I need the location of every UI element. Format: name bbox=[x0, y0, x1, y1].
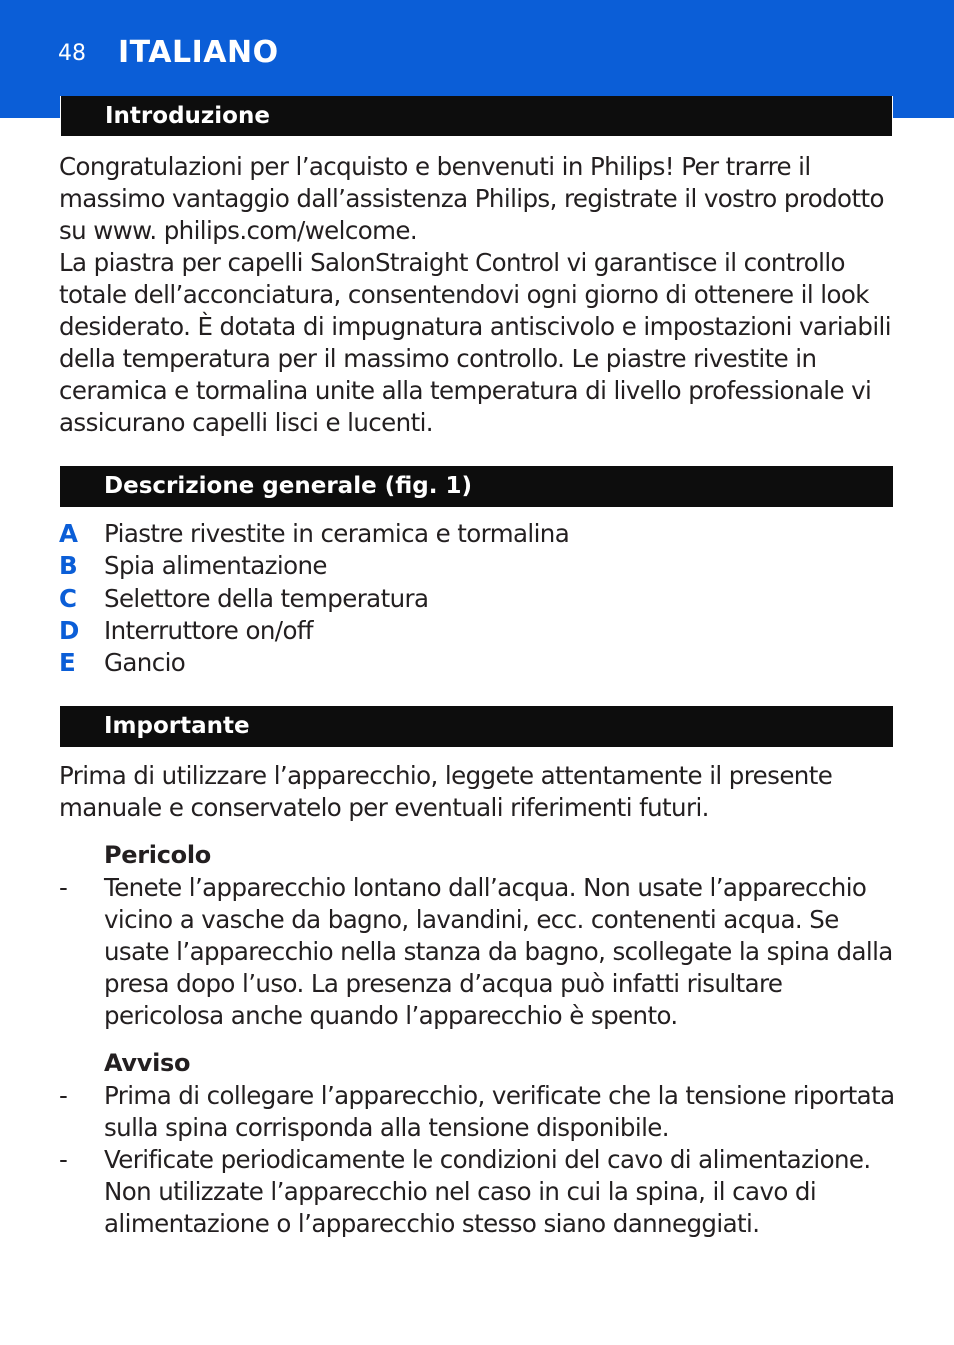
danger-item bbox=[59, 872, 895, 1032]
intro-paragraph-1: Congratulazioni per l’acquisto e benvenuti in Philips! Per trarre il massimo vantaggio dall’assistenza Philips, registrate il vostro prodotto su www. philips.com/welcome. bbox=[59, 152, 884, 245]
part-label: Spia alimentazione bbox=[104, 551, 327, 581]
part-letter: B bbox=[59, 551, 78, 581]
section-title: Importante bbox=[104, 713, 250, 739]
warning-item bbox=[59, 1080, 895, 1144]
section-title: Descrizione generale (fig. 1) bbox=[104, 473, 472, 499]
danger-item-text: Tenete l’apparecchio lontano dall’acqua. Non usate l’apparecchio vicino a vasche da bagno, lavandini, ecc. contenenti acqua. Se usate l’apparecchio nella stanza da bagno, scollegate la spina dalla presa dopo l’uso. La presenza d’acqua può infatti risultare pericolosa anche quando l’apparecchio è spento. bbox=[104, 873, 893, 1030]
part-label: Interruttore on/off bbox=[104, 615, 313, 645]
part-letter: A bbox=[59, 519, 78, 548]
list-item bbox=[59, 615, 569, 647]
bullet-dash: - bbox=[59, 1145, 68, 1174]
warning-item-text: Prima di collegare l’apparecchio, verificate che la tensione riportata sulla spina corrisponda alla tensione disponibile. bbox=[104, 1081, 895, 1142]
list-item bbox=[59, 518, 569, 550]
important-intro: Prima di utilizzare l’apparecchio, leggete attentamente il presente manuale e conservatelo per eventuali riferimenti futuri. bbox=[59, 761, 833, 822]
list-item bbox=[59, 583, 569, 615]
intro-paragraph-2: La piastra per capelli SalonStraight Control vi garantisce il controllo totale dell’acconciatura, consentendovi ogni giorno di ottenere il look desiderato. È dotata di impugnatura antiscivolo e impostazioni variabili della temperatura per il massimo controllo. Le piastre rivestite in ceramica e tormalina unite alla temperatura di livello professionale vi assicurano capelli lisci e lucenti. bbox=[59, 248, 891, 437]
section-header-introduzione bbox=[60, 96, 893, 137]
bullet-dash: - bbox=[59, 873, 68, 902]
language-title: ITALIANO bbox=[118, 35, 279, 70]
part-letter: D bbox=[59, 615, 79, 645]
parts-list bbox=[59, 518, 569, 679]
bullet-dash: - bbox=[59, 1081, 68, 1110]
intro-text bbox=[59, 151, 895, 439]
list-item bbox=[59, 550, 569, 582]
page-number: 48 bbox=[58, 41, 86, 66]
section-header-importante bbox=[60, 706, 893, 747]
warning-item-text: Verificate periodicamente le condizioni del cavo di alimentazione. Non utilizzate l’apparecchio nel caso in cui la spina, il cavo di alimentazione o l’apparecchio stesso siano danneggiati. bbox=[104, 1145, 871, 1238]
section-header-descrizione bbox=[60, 466, 893, 507]
section-title: Introduzione bbox=[105, 103, 270, 129]
warning-heading: Avviso bbox=[104, 1049, 191, 1077]
part-letter: C bbox=[59, 583, 77, 613]
part-label: Selettore della temperatura bbox=[104, 583, 429, 613]
part-letter: E bbox=[59, 648, 76, 678]
danger-heading: Pericolo bbox=[104, 841, 211, 869]
part-label: Piastre rivestite in ceramica e tormalina bbox=[104, 519, 570, 548]
list-item bbox=[59, 647, 569, 679]
warning-item bbox=[59, 1144, 895, 1240]
part-label: Gancio bbox=[104, 648, 186, 678]
